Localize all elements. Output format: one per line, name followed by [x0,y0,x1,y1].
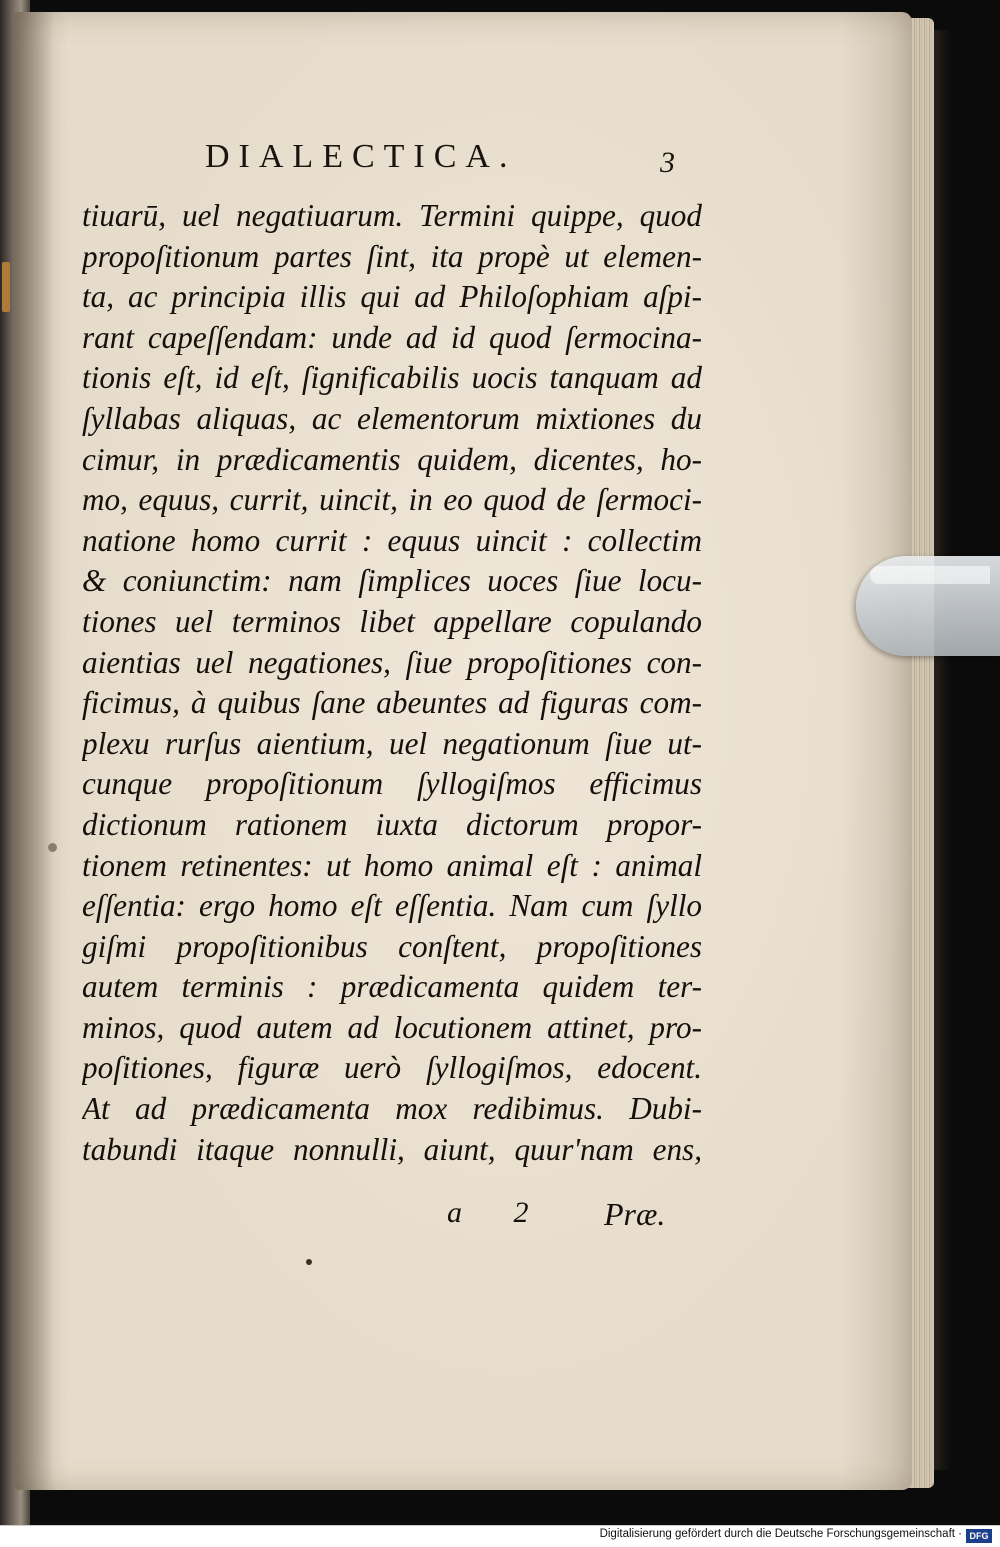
text-line: rant capeſſendam: unde ad id quod ſermocina- [82,319,702,355]
text-line: dictionum rationem iuxta dictorum propor- [82,806,702,842]
text-line: tiuarū, uel negatiuarum. Termini quippe, quod [82,198,702,233]
tab-marker [2,262,10,312]
paper-spot [48,843,57,852]
catchword: Præ. [604,1196,666,1232]
text-line: minos, quod autem ad locutionem attinet, pro- [82,1009,702,1045]
text-line: eſſentia: ergo homo eſt eſſentia. Nam cum ſyllo [82,888,702,924]
text-line: mo, equus, currit, uincit, in eo quod de ſermoci- [82,482,702,518]
text-line: ſyllabas aliquas, ac elementorum mixtiones du [82,400,702,436]
body-text [82,196,702,1170]
signature-mark: a 2 [447,1196,551,1229]
text-line: tionem retinentes: ut homo animal eſt : animal [82,847,702,883]
text-line: giſmi propoſitionibus conſtent, propoſitiones [82,928,702,964]
text-line: poſitiones, figuræ uerò ſyllogiſmos, edocent. [82,1050,702,1086]
text-line: plexu rurſus aientium, uel negationum ſiue ut- [82,725,702,761]
page-number: 3 [660,146,675,179]
text-line: tionis eſt, id eſt, ſignificabilis uocis tanquam ad [82,360,702,396]
credit-bar [0,1525,1000,1547]
credit-text: Digitalisierung gefördert durch die Deutsche Forschungsgemeinschaft · [599,1528,962,1540]
text-line: ficimus, à quibus ſane abeuntes ad figuras com- [82,685,702,721]
text-line: & coniunctim: nam ſimplices uoces ſiue locu- [82,563,702,599]
running-head: DIALECTICA. [205,138,517,175]
clip-highlight [870,566,990,584]
text-line: At ad prædicamenta mox redibimus. Dubi- [82,1091,702,1127]
ink-speck [306,1259,312,1265]
text-line: aientias uel negationes, ſiue propoſitiones con- [82,644,702,680]
text-line: ta, ac principia illis qui ad Philoſophiam aſpi- [82,279,702,315]
gutter-shadow [14,12,54,1490]
text-line: tabundi itaque nonnulli, aiunt, quur'nam ens, [82,1131,702,1167]
text-line: cimur, in prædicamentis quidem, dicentes, ho- [82,441,702,477]
book-shadow [934,30,952,1470]
text-line: natione homo currit : equus uincit : collectim [82,522,702,558]
text-line: autem terminis : prædicamenta quidem ter- [82,969,702,1005]
text-line: cunque propoſitionum ſyllogiſmos efficimus [82,766,702,802]
text-line: propoſitionum partes ſint, ita propè ut elemen- [82,238,702,274]
dfg-logo-icon[interactable]: DFG [966,1529,992,1543]
text-line: tiones uel terminos libet appellare copulando [82,603,702,639]
